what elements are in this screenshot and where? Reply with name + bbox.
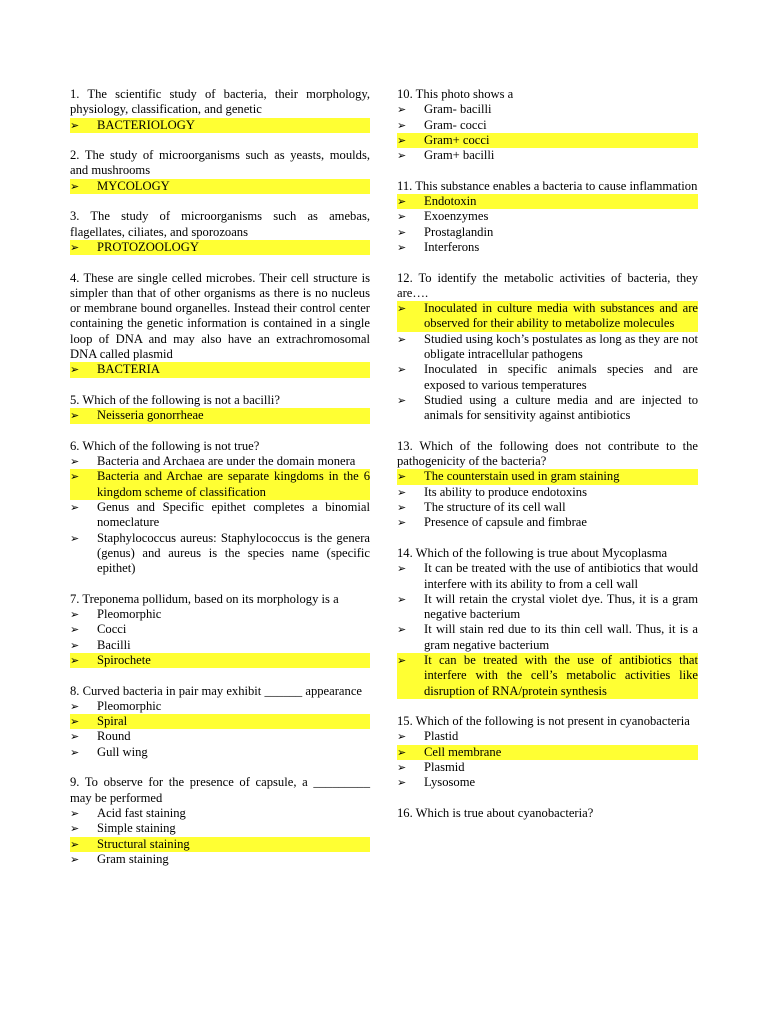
question-item [70,209,370,255]
answer-option [397,729,698,744]
question-item [397,546,698,699]
answer-option [70,638,370,653]
answer-option [397,225,698,240]
arrowhead-bullet-icon [397,209,424,224]
answer-options [397,194,698,255]
question-item [70,87,370,133]
question-item [70,592,370,668]
option-text: Bacteria and Archaea are under the domain monera [97,454,356,469]
answer-option [70,806,370,821]
option-text: Endotoxin [424,194,477,209]
option-text: Prostaglandin [424,224,494,239]
answer-option [70,729,370,744]
arrowhead-bullet-icon [397,469,424,484]
option-text: It can be treated with the use of antibiotics that would interfere with its ability to from a cell wall [424,561,698,591]
answer-option [397,515,698,530]
option-text: Gram+ cocci [424,132,490,147]
arrowhead-bullet-icon [397,301,424,316]
option-text: Cocci [97,622,127,637]
arrowhead-bullet-icon [397,561,424,576]
answer-option [70,500,370,531]
arrowhead-bullet-icon [70,745,97,760]
option-text: Structural staining [97,836,190,851]
option-text: Pleomorphic [97,698,162,713]
option-text: Inoculated in culture media with substances and are observed for their ability to metabolize molecules [424,301,698,331]
answer-option [397,485,698,500]
answer-option [397,592,698,623]
arrowhead-bullet-icon [397,225,424,240]
option-text: Studied using a culture media and are injected to animals for sensitivity against antibiotics [424,392,698,423]
question-item [70,148,370,194]
question-item [70,439,370,577]
option-text: Its ability to produce endotoxins [424,484,587,499]
question-text: 12. To identify the metabolic activities of bacteria, they are…. [397,270,698,300]
answer-option [397,760,698,775]
arrowhead-bullet-icon [70,714,97,729]
option-text: It will retain the crystal violet dye. Thus, it is a gram negative bacterium [424,591,698,622]
option-text: Pleomorphic [97,607,162,622]
option-text: Bacteria and Archae are separate kingdoms in the 6 kingdom scheme of classification [97,469,370,499]
highlighted-answer-option [397,194,698,209]
arrowhead-bullet-icon [70,622,97,637]
answer-option [70,454,370,469]
option-text: Exoenzymes [424,209,489,224]
option-text: Presence of capsule and fimbrae [424,515,587,530]
arrowhead-bullet-icon [397,118,424,133]
question-text: 11. This substance enables a bacteria to cause inflammation [397,178,698,193]
answer-options [70,118,370,133]
arrowhead-bullet-icon [70,852,97,867]
arrowhead-bullet-icon [70,454,97,469]
arrowhead-bullet-icon [397,653,424,668]
arrowhead-bullet-icon [397,194,424,209]
highlighted-answer-option [70,714,370,729]
question-text: 16. Which is true about cyanobacteria? [397,805,594,820]
answer-options [397,469,698,530]
arrowhead-bullet-icon [70,729,97,744]
question-text: 5. Which of the following is not a bacilli? [70,392,280,407]
answer-option [397,393,698,424]
arrowhead-bullet-icon [397,592,424,607]
arrowhead-bullet-icon [397,332,424,347]
highlighted-answer-option [397,301,698,332]
highlighted-answer-option [397,745,698,760]
option-text: Gram- cocci [424,117,487,132]
option-text: Simple staining [97,821,176,836]
arrowhead-bullet-icon [70,821,97,836]
answer-option [397,102,698,117]
arrowhead-bullet-icon [397,500,424,515]
question-item [397,806,698,821]
option-text: Gram staining [97,851,169,866]
answer-options [397,301,698,423]
arrowhead-bullet-icon [397,133,424,148]
arrowhead-bullet-icon [70,118,97,133]
arrowhead-bullet-icon [397,622,424,637]
answer-options [70,408,370,423]
option-text: Round [97,729,131,744]
answer-options [397,102,698,163]
highlighted-answer-option [70,837,370,852]
arrowhead-bullet-icon [70,607,97,622]
option-text: Cell membrane [424,744,502,759]
highlighted-answer-option [70,118,370,133]
answer-option [397,362,698,393]
answer-option [397,118,698,133]
option-text: MYCOLOGY [97,178,170,193]
question-item [397,179,698,255]
highlighted-answer-option [70,653,370,668]
answer-option [70,622,370,637]
option-text: Spiral [97,714,128,729]
highlighted-answer-option [397,133,698,148]
arrowhead-bullet-icon [70,806,97,821]
arrowhead-bullet-icon [70,179,97,194]
option-text: Genus and Specific epithet completes a binomial nomeclature [97,500,370,530]
arrowhead-bullet-icon [397,102,424,117]
answer-option [70,531,370,577]
option-text: BACTERIA [97,362,160,377]
question-text: 10. This photo shows a [397,87,514,101]
question-text: 13. Which of the following does not contribute to the pathogenicity of the bacteria? [397,438,698,469]
highlighted-answer-option [70,179,370,194]
arrowhead-bullet-icon [397,240,424,255]
option-text: Plasmid [424,760,465,775]
answer-option [397,332,698,363]
arrowhead-bullet-icon [70,240,97,255]
question-text: 4. These are single celled microbes. Their cell structure is simpler than that of other organisms as there is no nucleus or membrane bound organelles. Instead their control center containing the genetic information is contained in a single loop of DNA and may also have an extrachromosomal DNA called plasmid [70,270,370,362]
option-text: Gram- bacilli [424,102,492,117]
answer-options [70,362,370,377]
option-text: BACTERIOLOGY [97,117,195,132]
question-text: 3. The study of microorganisms such as amebas, flagellates, ciliates, and sporozoans [70,209,370,239]
answer-options [70,699,370,760]
option-text: Studied using koch’s postulates as long as they are not obligate intracellular pathogens [424,331,698,362]
arrowhead-bullet-icon [70,362,97,377]
answer-options [397,729,698,790]
answer-option [70,699,370,714]
highlighted-answer-option [70,240,370,255]
answer-option [70,745,370,760]
question-text: 15. Which of the following is not present in cyanobacteria [397,714,690,729]
highlighted-answer-option [397,653,698,699]
question-text: 1. The scientific study of bacteria, their morphology, physiology, classification, and genetic [70,87,370,117]
option-text: It will stain red due to its thin cell wall. Thus, it is a gram negative bacterium [424,622,698,652]
answer-option [397,209,698,224]
option-text: Bacilli [97,637,131,652]
option-text: Gram+ bacilli [424,148,495,163]
answer-option [397,775,698,790]
option-text: Spirochete [97,652,151,667]
question-text: 8. Curved bacteria in pair may exhibit ______ appearance [70,683,362,698]
question-item [397,271,698,424]
right-column [397,87,698,837]
option-text: Inoculated in specific animals species and are exposed to various temperatures [424,362,698,392]
question-item [70,271,370,378]
answer-option [397,148,698,163]
option-text: Plastid [424,729,459,744]
highlighted-answer-option [397,469,698,484]
arrowhead-bullet-icon [70,500,97,515]
option-text: PROTOZOOLOGY [97,239,199,254]
arrowhead-bullet-icon [70,408,97,423]
answer-options [70,454,370,576]
answer-options [70,240,370,255]
question-text: 6. Which of the following is not true? [70,438,260,453]
question-text: 2. The study of microorganisms such as yeasts, moulds, and mushrooms [70,148,370,178]
answer-option [70,852,370,867]
question-item [70,684,370,760]
question-item [70,775,370,867]
option-text: The structure of its cell wall [424,500,566,515]
arrowhead-bullet-icon [397,745,424,760]
answer-options [70,806,370,867]
arrowhead-bullet-icon [397,362,424,377]
arrowhead-bullet-icon [397,760,424,775]
question-text: 14. Which of the following is true about Mycoplasma [397,545,668,560]
arrowhead-bullet-icon [397,148,424,163]
left-column [70,87,370,882]
arrowhead-bullet-icon [397,515,424,530]
arrowhead-bullet-icon [397,729,424,744]
option-text: The counterstain used in gram staining [424,469,620,484]
arrowhead-bullet-icon [70,638,97,653]
arrowhead-bullet-icon [70,837,97,852]
arrowhead-bullet-icon [70,531,97,546]
question-text: 9. To observe for the presence of capsule, a _________ may be performed [70,775,370,805]
option-text: Staphylococcus aureus: Staphylococcus is the genera (genus) and aureus is the species name (specific epithet) [97,530,370,576]
answer-option [397,561,698,592]
answer-options [397,561,698,699]
highlighted-answer-option [70,469,370,500]
answer-options [70,179,370,194]
highlighted-answer-option [70,408,370,423]
arrowhead-bullet-icon [397,485,424,500]
option-text: Lysosome [424,775,476,790]
arrowhead-bullet-icon [397,775,424,790]
answer-options [70,607,370,668]
option-text: Gull wing [97,744,148,759]
highlighted-answer-option [70,362,370,377]
arrowhead-bullet-icon [70,469,97,484]
answer-option [397,500,698,515]
question-item [397,439,698,531]
answer-option [397,622,698,653]
option-text: Neisseria gonorrheae [97,408,204,423]
question-item [397,87,698,163]
arrowhead-bullet-icon [397,393,424,408]
option-text: Interferons [424,239,480,254]
answer-option [397,240,698,255]
answer-option [70,821,370,836]
option-text: It can be treated with the use of antibiotics that interfere with the cell’s metabolic activities like disruption of RNA/protein synthesis [424,652,698,698]
question-item [397,714,698,790]
question-item [70,393,370,424]
question-text: 7. Treponema pollidum, based on its morphology is a [70,591,339,606]
arrowhead-bullet-icon [70,653,97,668]
answer-option [70,607,370,622]
option-text: Acid fast staining [97,805,186,820]
arrowhead-bullet-icon [70,699,97,714]
